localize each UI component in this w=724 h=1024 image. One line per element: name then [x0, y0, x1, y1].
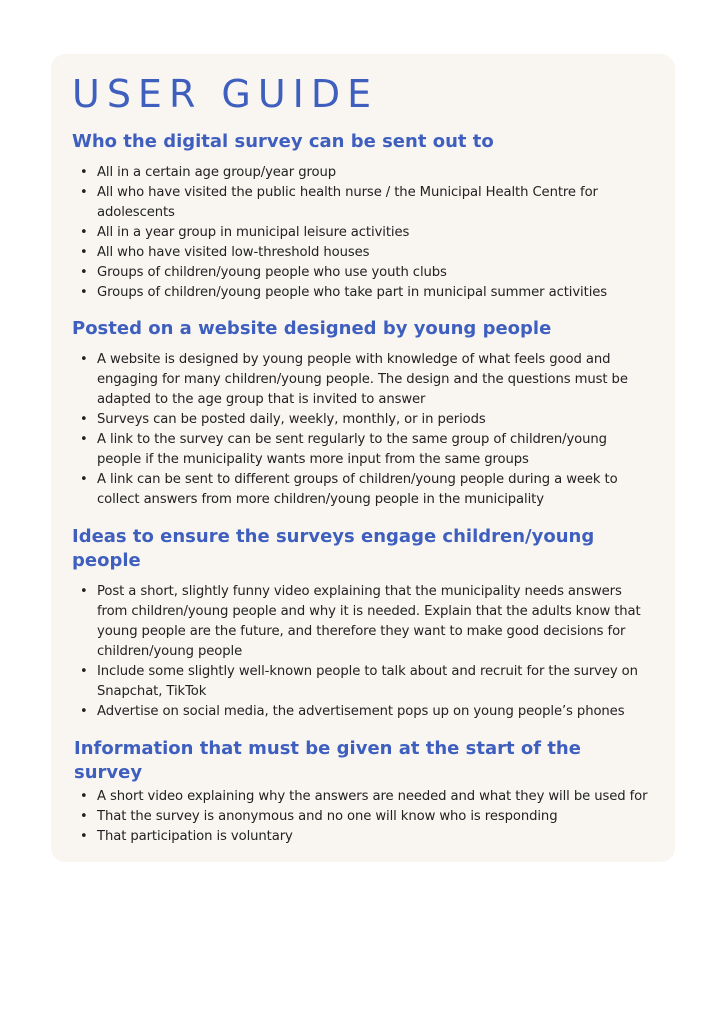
- list-item: [72, 350, 655, 410]
- bullet-icon: •: [80, 412, 88, 427]
- list-item: [72, 702, 655, 722]
- bullet-list-engagement-ideas: [72, 582, 655, 722]
- list-item-text: Groups of children/young people who use youth clubs: [97, 265, 447, 280]
- bullet-icon: •: [80, 265, 88, 280]
- section-heading-engagement-ideas: Ideas to ensure the surveys engage children/young people: [72, 526, 595, 571]
- list-item-text: A website is designed by young people with knowledge of what feels good and engaging for many children/young people. The design and the questions must be adapted to the age group that is invited to answer: [97, 352, 628, 407]
- list-item: [72, 243, 655, 263]
- list-item-text: That participation is voluntary: [97, 829, 293, 844]
- list-item-text: Include some slightly well-known people to talk about and recruit for the survey on Snapchat, TikTok: [97, 664, 638, 699]
- bullet-icon: •: [80, 165, 88, 180]
- bullet-icon: •: [80, 809, 88, 824]
- section-heading-website: Posted on a website designed by young people: [72, 318, 552, 339]
- list-item-text: Groups of children/young people who take part in municipal summer activities: [97, 285, 608, 300]
- bullet-icon: •: [80, 472, 88, 487]
- list-item-text: Surveys can be posted daily, weekly, monthly, or in periods: [97, 412, 486, 427]
- section-heading-survey-recipients: Who the digital survey can be sent out to: [72, 131, 494, 152]
- list-item-text: A link can be sent to different groups of children/young people during a week to collect answers from more children/young people in the municipality: [97, 472, 618, 507]
- bullet-list-survey-recipients: [72, 163, 655, 303]
- bullet-icon: •: [80, 225, 88, 240]
- list-item: [72, 263, 655, 283]
- page-title: USER GUIDE: [72, 72, 379, 116]
- list-item: [72, 662, 655, 702]
- user-guide-card: [51, 54, 675, 862]
- bullet-icon: •: [80, 584, 88, 599]
- bullet-icon: •: [80, 352, 88, 367]
- bullet-icon: •: [80, 245, 88, 260]
- list-item: [72, 787, 655, 807]
- list-item: [72, 163, 655, 183]
- bullet-icon: •: [80, 664, 88, 679]
- list-item-text: Advertise on social media, the advertisement pops up on young people’s phones: [97, 704, 625, 719]
- list-item-text: All in a year group in municipal leisure activities: [97, 225, 410, 240]
- bullet-list-start-information: [72, 787, 655, 847]
- list-item-text: A link to the survey can be sent regularly to the same group of children/young people if the municipality wants more input from the same groups: [97, 432, 607, 467]
- list-item-text: Post a short, slightly funny video explaining that the municipality needs answers from children/young people and why it is needed. Explain that the adults know that young people are the future, and therefore they want to make good decisions for children/young people: [97, 584, 641, 659]
- bullet-icon: •: [80, 829, 88, 844]
- list-item: [72, 827, 655, 847]
- list-item-text: All in a certain age group/year group: [97, 165, 336, 180]
- bullet-icon: •: [80, 285, 88, 300]
- bullet-list-website: [72, 350, 655, 510]
- section-heading-start-information: Information that must be given at the start of the survey: [74, 738, 581, 783]
- bullet-icon: •: [80, 432, 88, 447]
- list-item: [72, 430, 655, 470]
- bullet-icon: •: [80, 704, 88, 719]
- list-item-text: All who have visited the public health nurse / the Municipal Health Centre for adolescents: [97, 185, 598, 220]
- bullet-icon: •: [80, 185, 88, 200]
- list-item-text: That the survey is anonymous and no one will know who is responding: [97, 809, 558, 824]
- list-item: [72, 223, 655, 243]
- list-item-text: All who have visited low-threshold houses: [97, 245, 370, 260]
- list-item: [72, 283, 655, 303]
- list-item: [72, 470, 655, 510]
- list-item: [72, 410, 655, 430]
- list-item: [72, 807, 655, 827]
- list-item: [72, 582, 655, 662]
- list-item-text: A short video explaining why the answers are needed and what they will be used for: [97, 789, 648, 804]
- bullet-icon: •: [80, 789, 88, 804]
- list-item: [72, 183, 655, 223]
